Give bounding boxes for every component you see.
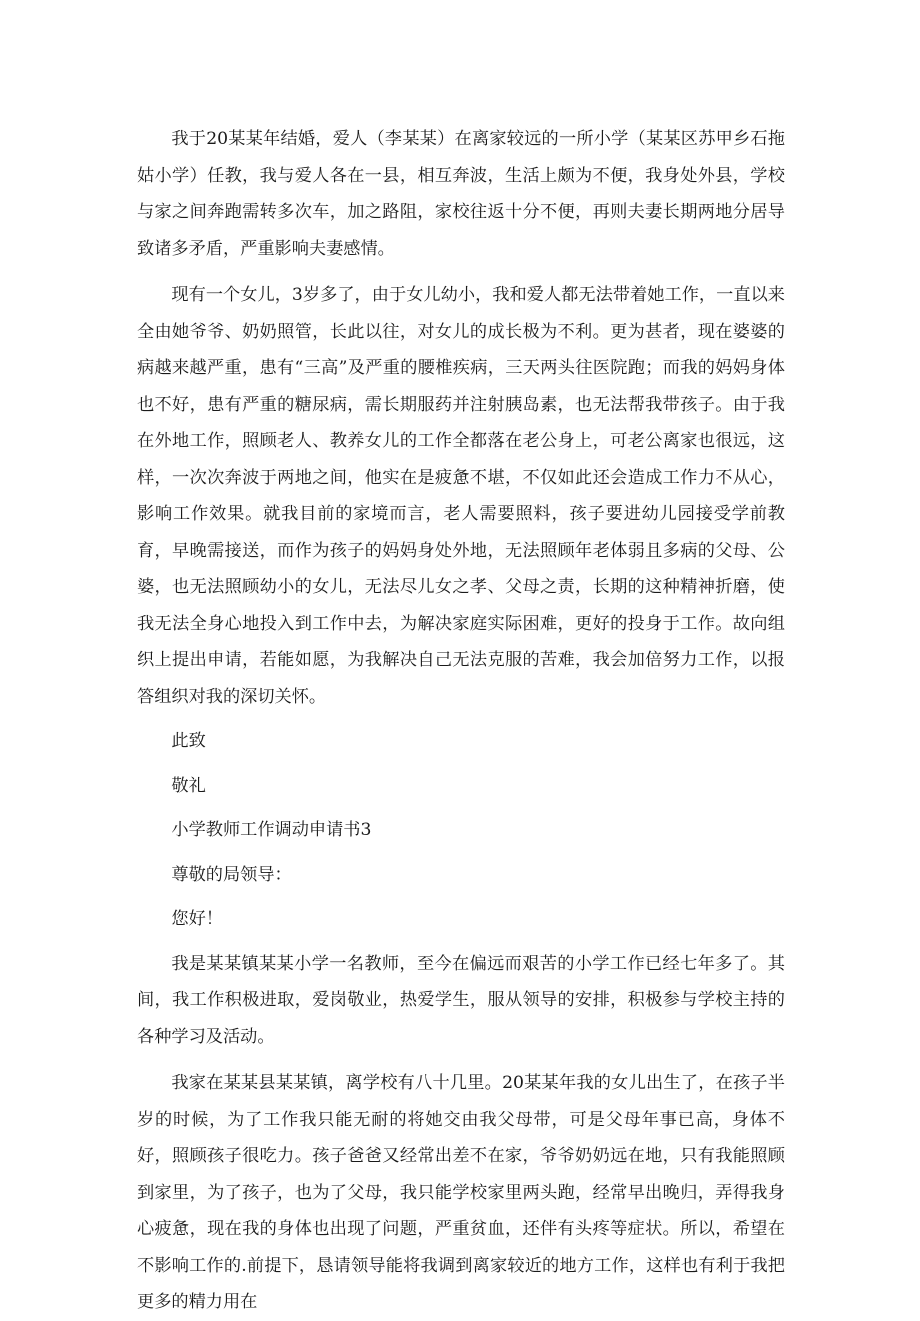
paragraph-home-distance: 我家在某某县某某镇，离学校有八十几里。20某某年我的女儿出生了，在孩子半岁的时候，为了工作我只能无耐的将她交由我父母带，可是父母年事已高，身体不好，照顾孩子很吃力。孩子爸爸又经常出差不在家，爷爷奶奶远在地，只有我能照顾到家里，为了孩子，也为了父母，我只能学校家里两头跑，经常早出晚归，弄得我身心疲惫，现在我的身体也出现了问题，严重贫血，还伴有头疼等症状。所以，希望在不影响工作的.前提下，恳请领导能将我调到离家较近的地方工作，这样也有利于我把更多的精力用在 (137, 1073, 785, 1312)
closing-cizhi: 此致 (171, 731, 206, 751)
paragraph-teacher-intro: 我是某某镇某某小学一名教师，至今在偏远而艰苦的小学工作已经七年多了。其间，我工作积极进取，爱岗敬业，热爱学生，服从领导的安排，积极参与学校主持的各种学习及活动。 (137, 953, 785, 1047)
document-body (137, 121, 785, 1321)
salutation: 尊敬的局领导： (171, 864, 292, 885)
section-title: 小学教师工作调动申请书3 (171, 820, 372, 840)
closing-jingli: 敬礼 (171, 775, 206, 796)
greeting: 您好！ (171, 909, 223, 929)
paragraph-marriage: 我于20某某年结婚，爱人（李某某）在离家较远的一所小学（某某区苏甲乡石拖姑小学）任教，我与爱人各在一县，相互奔波，生活上颇为不便，我身处外县，学校与家之间奔跑需转多次车，加之路阻，家校往返十分不便，再则夫妻长期两地分居导致诸多矛盾，严重影响夫妻感情。 (137, 129, 785, 259)
paragraph-family-situation: 现有一个女儿，3岁多了，由于女儿幼小，我和爱人都无法带着她工作，一直以来全由她爷爷、奶奶照管，长此以往，对女儿的成长极为不利。更为甚者，现在婆婆的病越来越严重，患有“三高”及严重的腰椎疾病，三天两头往医院跑；而我的妈妈身体也不好，患有严重的糖尿病，需长期服药并注射胰岛素，也无法帮我带孩子。由于我在外地工作，照顾老人、教养女儿的工作全都落在老公身上，可老公离家也很远，这样，一次次奔波于两地之间，他实在是疲惫不堪，不仅如此还会造成工作力不从心，影响工作效果。就我目前的家境而言，老人需要照料，孩子要进幼儿园接受学前教育，早晚需接送，而作为孩子的妈妈身处外地，无法照顾年老体弱且多病的父母、公婆，也无法照顾幼小的女儿，无法尽儿女之孝、父母之责，长期的这种精神折磨，使我无法全身心地投入到工作中去，为解决家庭实际困难，更好的投身于工作。故向组织上提出申请，若能如愿，为我解决自己无法克服的苦难，我会加倍努力工作，以报答组织对我的深切关怀。 (137, 285, 785, 707)
